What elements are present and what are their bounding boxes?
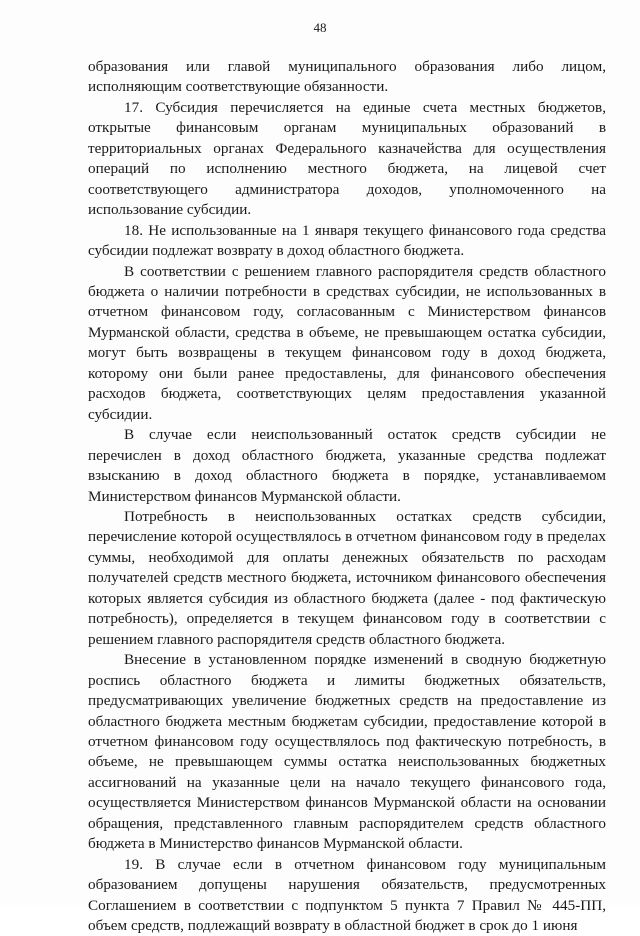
paragraph-clause-17: 17. Субсидия перечисляется на единые счета местных бюджетов, открытые финансовым органам муниципальных образований в территориальных органах Федерального казначейства для осуществления операций по исполнению местного бюджета, на лицевой счет соответствующего администратора доходов, уполномоченного на использование субсидии. bbox=[88, 98, 606, 219]
paragraph: образования или главой муниципального образования либо лицом, исполняющим соответствующие обязанности. bbox=[88, 58, 606, 96]
paragraph: Внесение в установленном порядке изменений в сводную бюджетную роспись областного бюджета и лимиты бюджетных обязательств, предусматривающих увеличение бюджетных средств на предоставление из областного бюджета местным бюджетам субсидии, предоставление которой в отчетном финансовом году осуществлялось под фактическую потребность, в объеме, не превышающем суммы остатка неиспользованных бюджетных ассигнований на указанные цели на начало текущего финансового года, осуществляется Министерством финансов Мурманской области на основании обращения, представленного главным распорядителем средств областного бюджета в Министерство финансов Мурманской области. bbox=[88, 651, 606, 853]
paragraph-clause-19: 19. В случае если в отчетном финансовом году муниципальным образованием допущены нарушения обязательств, предусмотренных Соглашением в соответствии с подпунктом 5 пункта 7 Правил № 445-ПП, объем средств, подлежащий возврату в областной бюджет в срок до 1 июня bbox=[88, 855, 606, 935]
document-body bbox=[88, 57, 606, 936]
paragraph: Потребность в неиспользованных остатках средств субсидии, перечисление которой осуществлялось в отчетном финансовом году в пределах суммы, необходимой для оплаты денежных обязательств по расходам получателей средств местного бюджета, источником финансового обеспечения которых является субсидия из областного бюджета (далее - под фактическую потребность), определяется в текущем финансовом году в соответствии с решением главного распорядителя средств областного бюджета. bbox=[88, 507, 606, 648]
page-number: 48 bbox=[313, 20, 327, 35]
paragraph: В соответствии с решением главного распорядителя средств областного бюджета о наличии потребности в средствах субсидии, не использованных в отчетном финансовом году, согласованным с Министерством финансов Мурманской области, средства в объеме, не превышающем остатка субсидии, могут быть возвращены в текущем финансовом году в доход бюджета, которому они были ранее предоставлены, для финансового обеспечения расходов бюджета, соответствующих целям предоставления указанной субсидии. bbox=[88, 262, 606, 423]
paragraph-clause-18: 18. Не использованные на 1 января текущего финансового года средства субсидии подлежат возврату в доход областного бюджета. bbox=[88, 221, 606, 260]
paragraph: В случае если неиспользованный остаток средств субсидии не перечислен в доход областного бюджета, указанные средства подлежат взысканию в доход областного бюджета в порядке, устанавливаемом Министерством финансов Мурманской области. bbox=[88, 426, 606, 505]
